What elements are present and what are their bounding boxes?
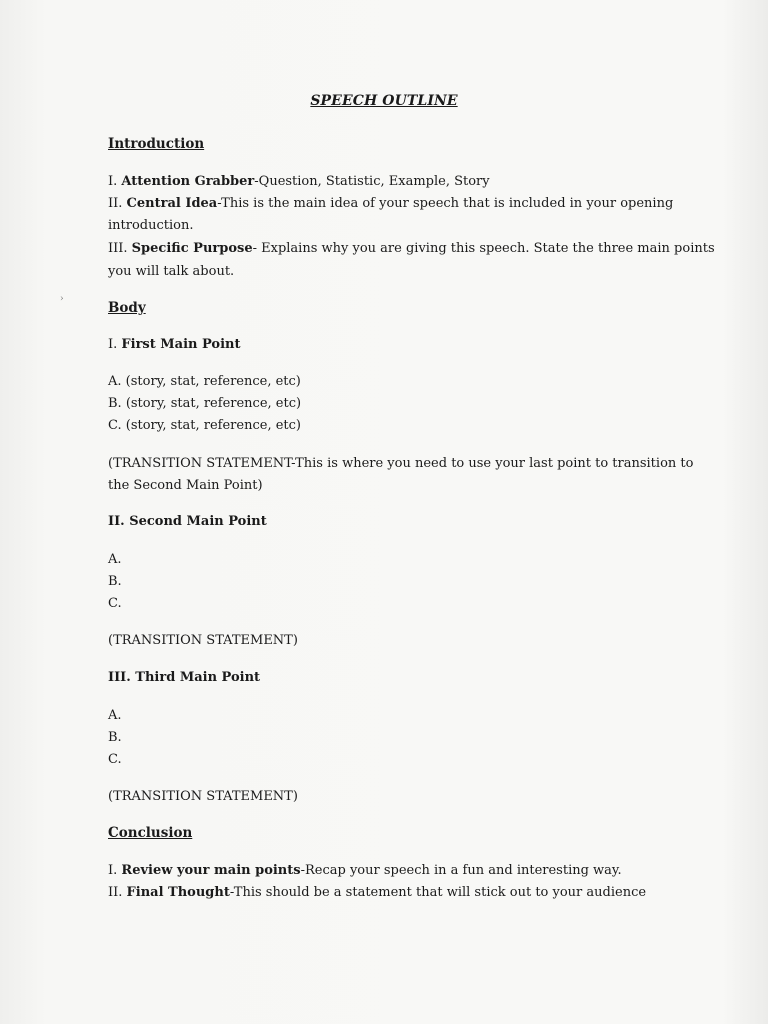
transition-statement-3: (TRANSITION STATEMENT) [108,789,298,804]
second-point-sub-c: C. [108,596,122,611]
term-description: -This is the main idea of your speech that is included in your opening [217,196,674,211]
second-main-point: II. Second Main Point [108,514,267,529]
first-point-sub-c: C. (story, stat, reference, etc) [108,418,301,433]
transition-statement-2: (TRANSITION STATEMENT) [108,633,298,648]
conclusion-line-review [108,862,622,880]
conclusion-line-final-thought [108,884,646,902]
term-bold: Review your main points [121,863,301,878]
third-point-sub-c: C. [108,752,122,767]
introduction-heading: Introduction [108,136,205,152]
line-number: III. [108,241,132,256]
line-number: I. [108,337,122,352]
point-title: First Main Point [121,337,241,352]
second-point-sub-a: A. [108,552,122,567]
third-point-sub-b: B. [108,730,122,745]
term-description: - Explains why you are giving this speech. State the three main points [252,241,715,256]
conclusion-heading: Conclusion [108,825,193,841]
line-number: II. [108,885,127,900]
intro-line-specific-purpose-cont: you will talk about. [108,264,235,279]
intro-line-central-idea-cont: introduction. [108,218,194,233]
third-main-point: III. Third Main Point [108,670,261,685]
third-point-sub-a: A. [108,708,122,723]
term-bold: Specific Purpose [131,241,253,256]
scan-mark: › [60,294,64,304]
first-point-sub-a: A. (story, stat, reference, etc) [108,374,301,389]
transition-statement-1-cont: the Second Main Point) [108,478,263,493]
term-description: -This should be a statement that will stick out to your audience [229,885,647,900]
page-title: SPEECH OUTLINE [310,93,458,109]
first-main-point [108,336,241,354]
line-number: I. [108,863,122,878]
body-heading: Body [108,300,146,316]
line-number: I. [108,174,122,189]
transition-statement-1: (TRANSITION STATEMENT-This is where you need to use your last point to transition to [108,456,694,471]
second-point-sub-b: B. [108,574,122,589]
term-description: -Question, Statistic, Example, Story [254,174,490,189]
term-bold: Final Thought [126,885,230,900]
term-bold: Attention Grabber [121,174,255,189]
first-point-sub-b: B. (story, stat, reference, etc) [108,396,302,411]
intro-line-specific-purpose [108,240,715,258]
intro-line-central-idea [108,195,673,213]
term-description: -Recap your speech in a fun and interesting way. [300,863,622,878]
term-bold: Central Idea [126,196,218,211]
line-number: II. [108,196,127,211]
intro-line-attention-grabber [108,173,490,191]
